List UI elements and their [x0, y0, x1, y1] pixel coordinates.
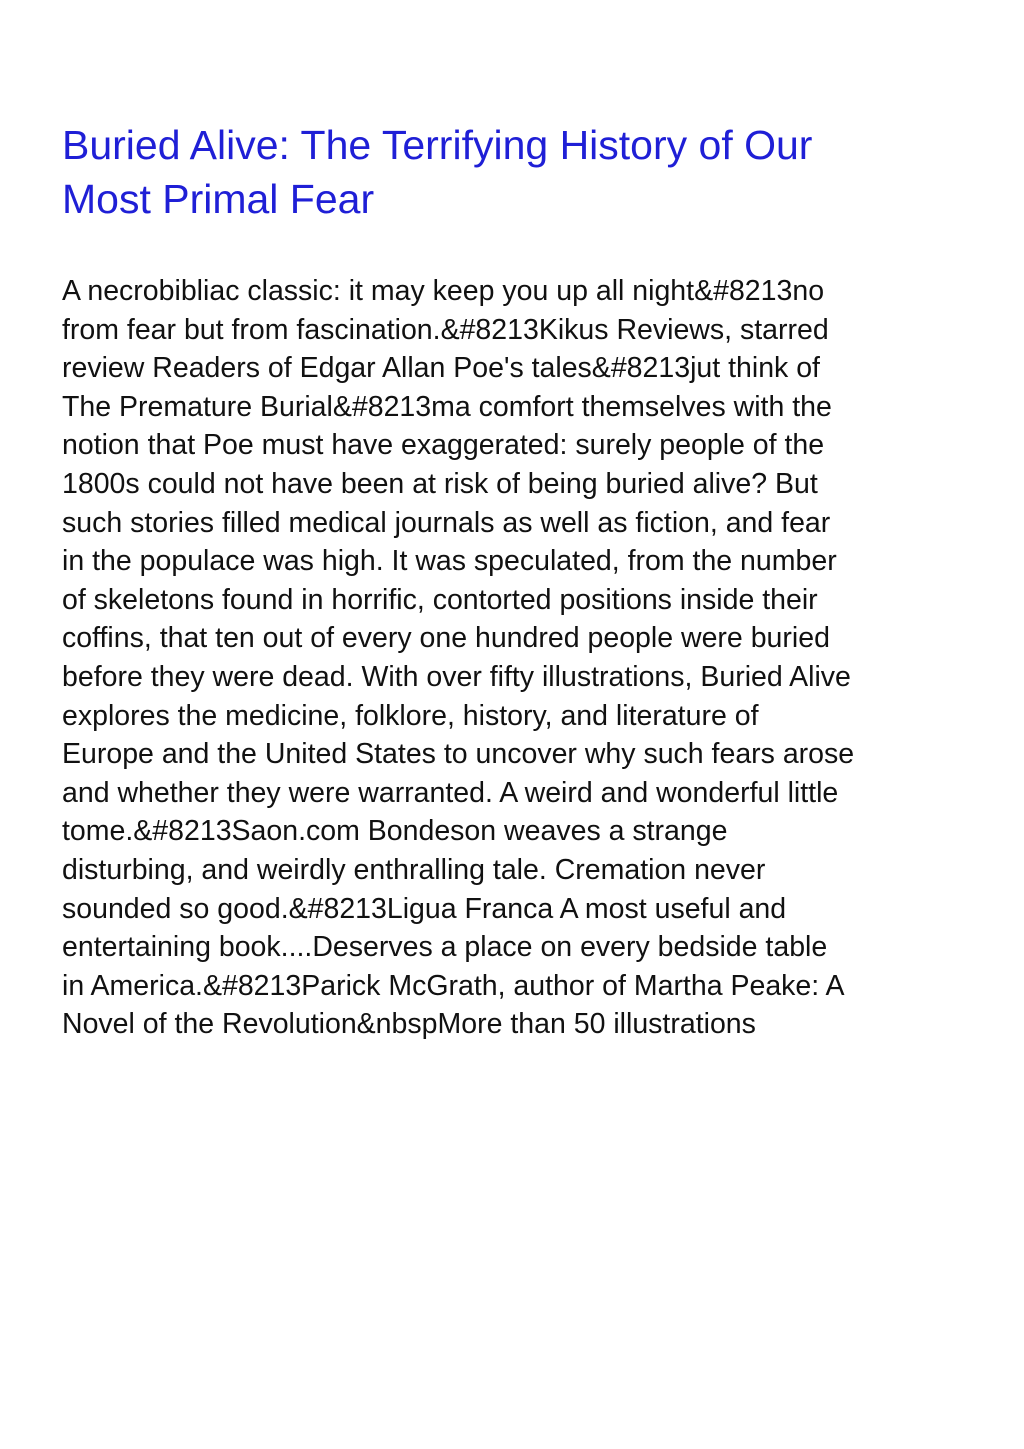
title-line-1: Buried Alive: The Terrifying History of Our [62, 122, 813, 168]
body-line: from fear but from fascination.&#8213Kikus Reviews, starred [62, 313, 829, 346]
body-line: Europe and the United States to uncover why such fears arose [62, 738, 855, 771]
body-line: coffins, that ten out of every one hundred people were buried [62, 622, 830, 655]
body-line: sounded so good.&#8213Ligua Franca A most useful and [62, 892, 787, 925]
document-title [62, 118, 972, 226]
body-line: in America.&#8213Parick McGrath, author of Martha Peake: A [62, 969, 845, 1002]
body-line: tome.&#8213Saon.com Bondeson weaves a strange [62, 815, 728, 848]
body-line: of skeletons found in horrific, contorted positions inside their [62, 583, 818, 616]
body-line: notion that Poe must have exaggerated: surely people of the [62, 429, 825, 462]
body-line: review Readers of Edgar Allan Poe's tales&#8213jut think of [62, 352, 820, 385]
title-line-2: Most Primal Fear [62, 176, 375, 222]
document-page [62, 118, 972, 1044]
body-line: Novel of the Revolution&nbspMore than 50 illustrations [62, 1008, 756, 1041]
body-line: in the populace was high. It was speculated, from the number [62, 545, 837, 578]
body-line: A necrobibliac classic: it may keep you up all night&#8213no [62, 275, 825, 307]
body-line: 1800s could not have been at risk of being buried alive? But [62, 467, 818, 500]
body-line: The Premature Burial&#8213ma comfort themselves with the [62, 390, 832, 423]
document-body [62, 272, 972, 1044]
body-line: explores the medicine, folklore, history, and literature of [62, 699, 759, 732]
body-line: disturbing, and weirdly enthralling tale. Cremation never [62, 853, 766, 886]
body-line: before they were dead. With over fifty illustrations, Buried Alive [62, 660, 851, 693]
body-line: such stories filled medical journals as well as fiction, and fear [62, 506, 831, 539]
body-line: and whether they were warranted. A weird and wonderful little [62, 776, 839, 809]
body-line: entertaining book....Deserves a place on every bedside table [62, 931, 828, 964]
